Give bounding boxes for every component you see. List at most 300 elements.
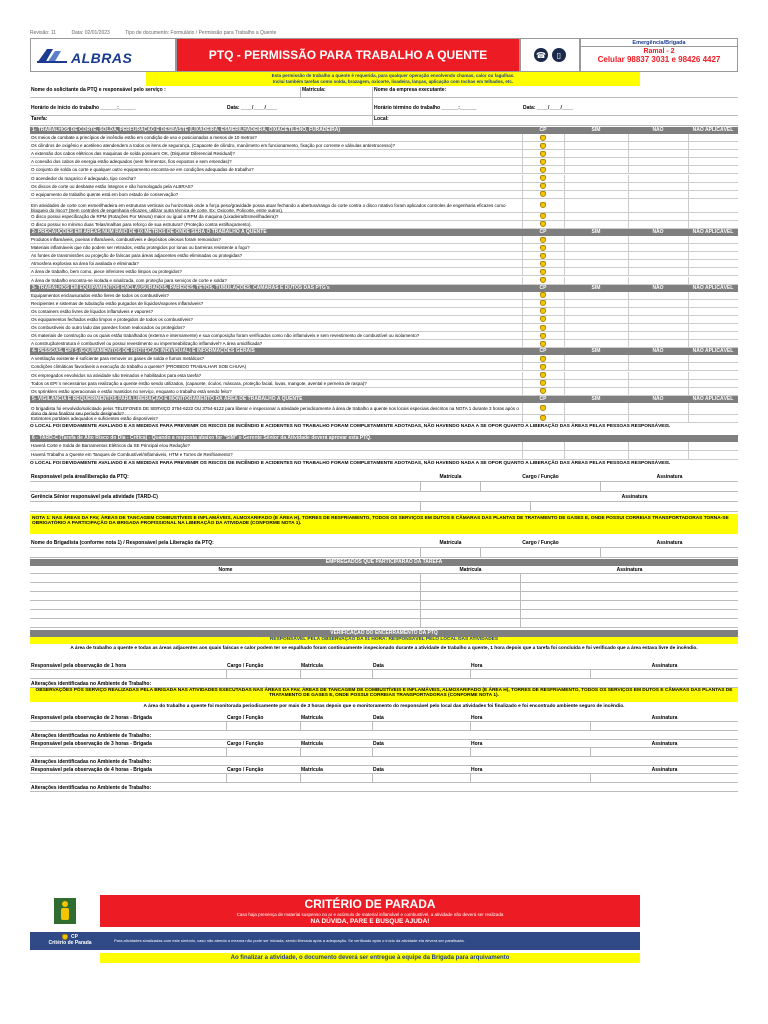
answer-no-cell[interactable] xyxy=(628,292,688,299)
grid-divider xyxy=(300,670,301,678)
answer-yes-cell[interactable] xyxy=(564,183,628,190)
section-header xyxy=(30,348,738,355)
checklist-question: Haverá Corte e Solda de Barramentos Elétricos da SE Principal e/ou Redução? xyxy=(31,443,190,449)
answer-yes-cell[interactable] xyxy=(564,260,628,267)
cp-marker xyxy=(522,158,564,165)
section-6-header xyxy=(30,435,738,442)
answer-yes-cell[interactable] xyxy=(564,363,628,370)
answer-no-cell[interactable] xyxy=(628,268,688,275)
checklist-question: Extintores portáteis adequados e suficientes estão disponíveis? xyxy=(31,415,158,421)
checklist-item xyxy=(30,213,738,221)
grid-divider xyxy=(520,619,521,627)
col-na-header: NÃO APLICÁVEL xyxy=(692,395,734,402)
grid-divider xyxy=(300,748,301,756)
col-cp-header: CP xyxy=(539,395,547,402)
cp-marker xyxy=(522,355,564,362)
answer-na-cell[interactable] xyxy=(688,158,738,165)
grid-divider xyxy=(470,670,471,678)
firefighter-row xyxy=(30,538,738,548)
answer-na-cell[interactable] xyxy=(688,221,738,228)
obs-1h-blank xyxy=(30,670,738,679)
cp-column-divider xyxy=(522,380,523,387)
answer-na-cell[interactable] xyxy=(688,292,738,299)
checklist-item xyxy=(30,442,738,451)
grid-divider xyxy=(372,670,373,678)
answer-yes-cell[interactable] xyxy=(564,340,628,347)
checklist-item xyxy=(30,166,738,174)
checklist-item xyxy=(30,175,738,183)
col-no-header: NÃO xyxy=(652,284,664,291)
obs-3h-changes: Alterações identificadas no Ambiente de Trabalho: xyxy=(31,758,152,765)
obs-1h-registration: Matrícula xyxy=(301,662,323,669)
section-header xyxy=(30,229,738,236)
cp-column-divider xyxy=(522,355,523,362)
checklist-question: Os empregados envolvidos na atividade são treinados e habilitados para esta tarefa? xyxy=(31,372,202,378)
employee-row xyxy=(30,601,738,610)
cp-marker xyxy=(522,324,564,331)
checklist-question: A conexão dos cabos de energia estão adequados (sem ferimentos, fios expostos e sem emendas)? xyxy=(31,159,232,165)
answer-no-cell[interactable] xyxy=(628,388,688,395)
col-na-header: NÃO APLICÁVEL xyxy=(692,348,734,355)
cp-column-divider xyxy=(522,277,523,284)
registration-field[interactable]: Matrícula: xyxy=(300,87,372,97)
answer-no-cell[interactable] xyxy=(628,260,688,267)
answer-no-cell[interactable] xyxy=(628,332,688,339)
end-date-field[interactable]: Data: ____/____/____ xyxy=(523,105,574,111)
section-header xyxy=(30,396,738,403)
answer-yes-cell[interactable] xyxy=(564,292,628,299)
answer-yes-cell[interactable] xyxy=(564,308,628,315)
answer-na-cell[interactable] xyxy=(688,166,738,173)
checklist-question: O disco possui no mínimo duas Telas/malhas para reforço de sua estrutura? (Proteção contra estilhaçamento). xyxy=(31,221,252,227)
checklist-question: O disco possui especificação de RPM (Rotações Por Minuto) maior ou igual o RPM da maquina (Lixadeira/Esmerilhadeira)? xyxy=(31,213,279,219)
cp-hand-icon xyxy=(540,415,546,421)
obs-3h-changes-row xyxy=(30,758,738,766)
answer-yes-cell[interactable] xyxy=(564,199,628,212)
final-instruction: Ao finalizar a atividade, o documento deverá ser entregue à equipe da Brigada para arquivamento xyxy=(100,953,640,963)
obs-2h-registration: Matrícula xyxy=(301,714,323,721)
checklist-item xyxy=(30,403,738,415)
answer-no-cell[interactable] xyxy=(628,244,688,251)
grid-divider xyxy=(520,583,521,591)
answer-na-cell[interactable] xyxy=(688,260,738,267)
doc-type: Tipo de documento: Formulário / Permissão para Trabalho a Quente xyxy=(125,30,277,36)
cp-legend-note: Para atividades sinalizadas com este símbolo, caso não atenda a mesma não pode ser iniciada, sendo liberada após a adequação. Se verificado após o início da atividade ela deverá ser paralisada. xyxy=(110,932,640,950)
checklist-item xyxy=(30,415,738,423)
cp-column-divider xyxy=(522,308,523,315)
cp-column-divider xyxy=(522,268,523,275)
answer-na-cell[interactable] xyxy=(688,388,738,395)
answer-no-cell[interactable] xyxy=(628,166,688,173)
cp-hand-icon xyxy=(540,143,546,149)
answer-yes-cell[interactable] xyxy=(564,268,628,275)
obs-4h-date: Data xyxy=(373,766,384,773)
cp-hand-icon xyxy=(540,372,546,378)
grid-divider xyxy=(590,774,591,782)
stop-criteria-text: Caso haja presença de material suspenso no ar e acúmulo de material inflamável e combustível, a atividade não deverá ser realizada xyxy=(236,912,504,917)
col-yes-header: SIM xyxy=(591,284,601,291)
answer-no-cell[interactable] xyxy=(628,252,688,259)
answer-yes-cell[interactable] xyxy=(564,236,628,243)
start-time-field[interactable]: Horário de início do trabalho ______:______ xyxy=(31,105,136,111)
col-na-header: NÃO APLICÁVEL xyxy=(692,127,734,133)
obs-1h-label: Responsável pela observação de 1 hora xyxy=(31,662,127,669)
answer-na-cell[interactable] xyxy=(688,380,738,387)
answer-yes-cell[interactable] xyxy=(564,244,628,251)
cp-column-divider xyxy=(522,260,523,267)
obs-3h-signature: Assinatura xyxy=(651,740,678,747)
answer-na-cell[interactable] xyxy=(688,183,738,190)
answer-na-cell[interactable] xyxy=(688,451,738,459)
checklist-item xyxy=(30,150,738,158)
cp-column-divider xyxy=(522,158,523,165)
answer-no-cell[interactable] xyxy=(628,451,688,459)
answer-na-cell[interactable] xyxy=(688,340,738,347)
answer-no-cell[interactable] xyxy=(628,372,688,379)
answer-yes-cell[interactable] xyxy=(564,332,628,339)
answer-yes-cell[interactable] xyxy=(564,380,628,387)
answer-na-cell[interactable] xyxy=(688,252,738,259)
checklist-question: Os meios de combate a princípios de incêndio estão em condição de uso e posicionados a menos de 10 metros? xyxy=(31,135,257,141)
checklist-item xyxy=(30,252,738,260)
end-time-field[interactable]: Horário término do trabalho ______:______ xyxy=(372,98,522,115)
closure-sub: RESPONSÁVEL PELA OBSERVAÇÃO DA 01 HORA: RESPONSÁVEL PELO LOCAL DAS ATIVIDADES xyxy=(30,637,738,644)
signoff-registration-label: Matrícula xyxy=(439,473,462,480)
cp-marker xyxy=(522,388,564,395)
albras-logo-icon xyxy=(35,47,69,65)
answer-na-cell[interactable] xyxy=(688,213,738,220)
cp-marker xyxy=(522,166,564,173)
answer-na-cell[interactable] xyxy=(688,355,738,362)
answer-yes-cell[interactable] xyxy=(564,300,628,307)
answer-na-cell[interactable] xyxy=(688,268,738,275)
answer-na-cell[interactable] xyxy=(688,372,738,379)
answer-no-cell[interactable] xyxy=(628,324,688,331)
cp-hand-icon xyxy=(540,183,546,189)
answer-no-cell[interactable] xyxy=(628,199,688,212)
checklist-item xyxy=(30,300,738,308)
cp-marker xyxy=(522,252,564,259)
employee-registration-header: Matrícula xyxy=(459,566,482,573)
cp-hand-icon xyxy=(540,135,546,141)
answer-no-cell[interactable] xyxy=(628,308,688,315)
employee-row xyxy=(30,574,738,583)
employee-columns xyxy=(30,566,738,574)
obs-4h-blank xyxy=(30,774,738,783)
obs-1h-time: Hora xyxy=(471,662,483,669)
cp-hand-icon xyxy=(540,167,546,173)
company-field[interactable]: Nome da empresa executante: xyxy=(372,87,738,97)
grid-divider xyxy=(226,670,227,678)
obs-3h-time: Hora xyxy=(471,740,483,747)
obs-2h-changes-row xyxy=(30,732,738,740)
answer-no-cell[interactable] xyxy=(628,380,688,387)
cp-column-divider xyxy=(522,183,523,190)
phone-icon: ☎ xyxy=(534,48,548,62)
checklist-item xyxy=(30,355,738,363)
answer-no-cell[interactable] xyxy=(628,150,688,157)
answer-na-cell[interactable] xyxy=(688,236,738,243)
cp-hand-icon xyxy=(540,175,546,181)
grid-divider xyxy=(590,748,591,756)
answer-na-cell[interactable] xyxy=(688,150,738,157)
answer-yes-cell[interactable] xyxy=(564,221,628,228)
grid-divider xyxy=(226,774,227,782)
answer-na-cell[interactable] xyxy=(688,332,738,339)
document-meta xyxy=(30,30,290,36)
checklist-item xyxy=(30,221,738,229)
answer-yes-cell[interactable] xyxy=(564,355,628,362)
checklist-question: Equipamentos enclausurados estão livres de todos os combustíveis? xyxy=(31,292,169,298)
grid-divider xyxy=(420,619,421,627)
answer-no-cell[interactable] xyxy=(628,355,688,362)
checklist-item xyxy=(30,199,738,213)
page-title: PTQ - PERMISSÃO PARA TRABALHO A QUENTE xyxy=(208,48,488,62)
answer-na-cell[interactable] xyxy=(688,191,738,198)
cp-hand-icon xyxy=(540,253,546,259)
answer-no-cell[interactable] xyxy=(628,191,688,198)
location-field[interactable]: Local: xyxy=(372,116,738,125)
answer-na-cell[interactable] xyxy=(688,363,738,370)
checklist-item xyxy=(30,324,738,332)
grid-divider xyxy=(420,610,421,618)
obs-4h-signature: Assinatura xyxy=(651,766,678,773)
answer-no-cell[interactable] xyxy=(628,415,688,422)
cp-hand-icon xyxy=(540,261,546,267)
checklist-question: Haverá Trabalho a Quente em Tanques de Combustível/Inflamáveis, HTM e Torres de Resfriamento? xyxy=(31,452,233,458)
cp-marker xyxy=(522,142,564,149)
answer-yes-cell[interactable] xyxy=(564,175,628,182)
answer-no-cell[interactable] xyxy=(628,158,688,165)
answer-na-cell[interactable] xyxy=(688,415,738,422)
grid-divider xyxy=(520,574,521,582)
cp-marker xyxy=(522,260,564,267)
obs-3h-role: Cargo / Função xyxy=(227,740,264,747)
answer-yes-cell[interactable] xyxy=(564,191,628,198)
meta-date: Data: 02/01/2023 xyxy=(71,30,110,36)
obs-3h-header xyxy=(30,740,738,748)
cp-column-divider xyxy=(522,363,523,370)
col-cp-header: CP xyxy=(539,229,547,235)
cp-marker xyxy=(522,134,564,141)
checklist-item xyxy=(30,292,738,300)
cp-column-divider xyxy=(522,300,523,307)
answer-yes-cell[interactable] xyxy=(564,142,628,149)
cp-column-divider xyxy=(522,142,523,149)
cp-hand-icon xyxy=(540,191,546,197)
answer-na-cell[interactable] xyxy=(688,442,738,450)
grid-divider xyxy=(470,748,471,756)
answer-yes-cell[interactable] xyxy=(564,403,628,414)
answer-yes-cell[interactable] xyxy=(564,213,628,220)
checklist-question: Produtos inflamáveis, poeiras inflamáveis, combustíveis e depósitos oleosos foram removidos? xyxy=(31,237,221,243)
answer-yes-cell[interactable] xyxy=(564,415,628,422)
answer-yes-cell[interactable] xyxy=(564,388,628,395)
requester-field[interactable]: Nome do solicitante da PTQ e responsável pelo serviço : xyxy=(31,87,166,93)
grid-divider xyxy=(420,482,421,491)
answer-na-cell[interactable] xyxy=(688,324,738,331)
intro-line-2: Inclui também tarefas como solda, brazagem, oxicorte, lixadeira, lanças, aplicação com tochas em telhados, etc. xyxy=(272,79,514,84)
answer-yes-cell[interactable] xyxy=(564,324,628,331)
cp-hand-icon xyxy=(540,325,546,331)
answer-na-cell[interactable] xyxy=(688,403,738,414)
cp-column-divider xyxy=(522,150,523,157)
section-title: 4- PESSOAS, EPI´S (EQUIPAMENTOS DE PROTEÇÃO INDIVIDUAL) E INFORMAÇÕES GERAIS xyxy=(32,348,255,355)
col-cp-header: CP xyxy=(539,127,547,133)
answer-na-cell[interactable] xyxy=(688,134,738,141)
cp-hand-icon xyxy=(540,405,546,411)
answer-no-cell[interactable] xyxy=(628,213,688,220)
cp-column-divider xyxy=(522,134,523,141)
signoff-signature-label: Assinatura xyxy=(656,473,683,480)
answer-no-cell[interactable] xyxy=(628,300,688,307)
cp-marker xyxy=(522,292,564,299)
checklist-item xyxy=(30,372,738,380)
cp-hand-icon xyxy=(540,380,546,386)
checklist-item xyxy=(30,183,738,191)
grid-divider xyxy=(300,722,301,730)
grid-divider xyxy=(520,601,521,609)
grid-divider xyxy=(590,722,591,730)
cp-hand-icon xyxy=(540,213,546,219)
checklist-question: Os materiais de construção ou os quais estão trabalhados (externa e internamente) e sua composição foram verificados como não inflamáveis e sem revestimento de combustível ou isolamento? xyxy=(31,333,420,339)
obs-3h-registration: Matrícula xyxy=(301,740,323,747)
grid-divider xyxy=(470,722,471,730)
revision: Revisão: 11 xyxy=(30,30,57,36)
answer-no-cell[interactable] xyxy=(628,221,688,228)
answer-yes-cell[interactable] xyxy=(564,158,628,165)
section-header xyxy=(30,285,738,292)
answer-yes-cell[interactable] xyxy=(564,134,628,141)
answer-yes-cell[interactable] xyxy=(564,277,628,284)
checklist-item xyxy=(30,268,738,276)
checklist-item xyxy=(30,332,738,340)
answer-yes-cell[interactable] xyxy=(564,442,628,450)
employee-signature-header: Assinatura xyxy=(616,566,643,573)
cp-hand-icon xyxy=(540,277,546,283)
checklist-item xyxy=(30,142,738,150)
answer-na-cell[interactable] xyxy=(688,244,738,251)
cp-column-divider xyxy=(522,221,523,228)
answer-no-cell[interactable] xyxy=(628,442,688,450)
cp-marker xyxy=(522,277,564,284)
checklist-item xyxy=(30,277,738,285)
checklist-question: Os sprinklers estão operacionais e estão mantidos no serviço, enquanto o trabalho está sendo feito? xyxy=(31,388,232,394)
cp-hand-icon xyxy=(540,221,546,227)
cp-hand-icon xyxy=(540,202,546,208)
cp-marker xyxy=(522,415,564,422)
cp-marker xyxy=(522,372,564,379)
obs-2h-blank xyxy=(30,722,738,731)
checklist-question: A ventilação existente é suficiente para remover os gases de solda e fumos metálicos? xyxy=(31,356,205,362)
answer-no-cell[interactable] xyxy=(628,236,688,243)
answer-yes-cell[interactable] xyxy=(564,252,628,259)
obs-1h-header xyxy=(30,662,738,670)
cp-column-divider xyxy=(522,332,523,339)
senior-manager-label: Gerência Sênior responsável pela atividade (TARD-C) xyxy=(31,493,158,500)
cp-hand-icon xyxy=(540,356,546,362)
col-yes-header: SIM xyxy=(591,127,601,133)
firefighter-label: Nome do Brigadista (conforme nota 1) / Responsável pela Liberação da PTQ: xyxy=(31,539,214,546)
obs-1h-changes-row xyxy=(30,680,738,688)
task-field[interactable]: Tarefa: xyxy=(31,116,48,122)
answer-na-cell[interactable] xyxy=(688,199,738,212)
cp-hand-icon xyxy=(540,300,546,306)
checklist-item xyxy=(30,308,738,316)
checklist-question: Em atividades de corte com esmerilhadeira em estruturas verticais ou horizontais onde a força peso/gravidade possa atuar fechando a abertura/rasgo do corte contra o disco rotativo foram aplicados controles de engenharia eficazes como bloqueio do risco? (Sem controles de engenharia eficazes, utilizar outra técnica de corte. Ex: Oxicorte, Policorte, entre outros). xyxy=(31,202,506,213)
stop-criteria-title: CRITÉRIO DE PARADA xyxy=(304,897,436,911)
section-title: 1- TRABALHOS DE CORTE, SOLDA, PERFURAÇÃO E DESBASTE (LIXADEIRA, ESMERILHADEIRA, OXIACETILENO, FURADEIRA) xyxy=(32,127,341,133)
answer-yes-cell[interactable] xyxy=(564,166,628,173)
answer-na-cell[interactable] xyxy=(688,142,738,149)
checklist-item xyxy=(30,191,738,199)
answer-yes-cell[interactable] xyxy=(564,372,628,379)
answer-yes-cell[interactable] xyxy=(564,150,628,157)
schedule-row xyxy=(30,98,738,116)
answer-na-cell[interactable] xyxy=(688,175,738,182)
answer-no-cell[interactable] xyxy=(628,183,688,190)
answer-yes-cell[interactable] xyxy=(564,316,628,323)
answer-na-cell[interactable] xyxy=(688,300,738,307)
cp-column-divider xyxy=(522,388,523,395)
cp-column-divider xyxy=(522,175,523,182)
answer-na-cell[interactable] xyxy=(688,308,738,315)
emergency-contact xyxy=(580,38,738,72)
checklist-question: O brigadista foi envolvido/solicitado pelos TELEFONES DE SERVIÇO 3754-6222 OU 3754-6122 para liberar e inspecionar a atividade periodicamente à área de trabalho a quente nos locais especiais descritos na NOTA 1 durante 3 horas após o dono da área finalizar seu período designado? xyxy=(31,405,519,416)
cp-column-divider xyxy=(522,252,523,259)
answer-no-cell[interactable] xyxy=(628,175,688,182)
grid-divider xyxy=(372,722,373,730)
cp-marker xyxy=(522,442,564,450)
answer-no-cell[interactable] xyxy=(628,134,688,141)
cp-hand-icon xyxy=(540,388,546,394)
grid-divider xyxy=(372,774,373,782)
answer-no-cell[interactable] xyxy=(628,142,688,149)
stop-hand-icon xyxy=(54,898,76,924)
cp-marker xyxy=(522,340,564,347)
cp-hand-icon xyxy=(540,292,546,298)
answer-na-cell[interactable] xyxy=(688,277,738,284)
answer-no-cell[interactable] xyxy=(628,316,688,323)
task-row xyxy=(30,116,738,126)
closure-text: A área de trabalho a quente e todas as áreas adjacentes aos quais faíscas e calor podem ter se espalhado foram continuamente inspecionado durante a atividade de trabalho a quente, 1 hora depois que a tarefa foi concluída e foi verificado que a área estava livre de incêndio. xyxy=(70,645,698,651)
start-date-field[interactable]: Data: ____/____/____ xyxy=(227,105,278,111)
grid-divider xyxy=(600,482,601,491)
cp-hand-icon xyxy=(540,269,546,275)
checklist-question: O equipamento de trabalho quente está em bom estado de conservação? xyxy=(31,191,179,197)
note-1: NOTA 1: NAS ÁREAS DA FAV, ÁREAS DE TANCAGEM COMBUSTÍVEIS E INFLAMÁVEIS, ALMOXARIFADO (E ÁREA H), TORRES DE RESFRIAMENTO, TODOS OS SERVIÇOS EM DUTOS E CÂMARAS DAS PLANTAS DE TRATAMENTO DE GASES E, ONDE POSSUI CORREIAS TRANSPORTADORAS TORNA-SE OBRIGATÓRIO A PARTICIPAÇÃO DA BRIGADA PROFISSIONAL NA LIBERAÇÃO DA ATIVIDADE (CONFORME NOTA 1). xyxy=(30,514,738,534)
cp-column-divider xyxy=(522,415,523,422)
employees-header: EMPREGADOS QUE PARTICIPARÃO DA TAREFA xyxy=(30,559,738,566)
grid-divider xyxy=(590,670,591,678)
cp-column-divider xyxy=(522,442,523,450)
answer-no-cell[interactable] xyxy=(628,403,688,414)
grid-divider xyxy=(420,574,421,582)
intro-banner xyxy=(146,72,640,86)
obs-4h-registration: Matrícula xyxy=(301,766,323,773)
answer-no-cell[interactable] xyxy=(628,277,688,284)
firefighter-blank-row xyxy=(30,548,738,558)
answer-na-cell[interactable] xyxy=(688,316,738,323)
checklist-question: Condições climáticas favoráveis a execução do trabalho a quente? (PROIBIDO TRABALHAR SOB CHUVA) xyxy=(31,364,247,370)
answer-yes-cell[interactable] xyxy=(564,451,628,459)
cp-marker xyxy=(522,332,564,339)
obs-3h-date: Data xyxy=(373,740,384,747)
answer-no-cell[interactable] xyxy=(628,340,688,347)
cp-marker xyxy=(522,451,564,459)
obs-4h-label: Responsável pela observação de 4 horas - Brigada xyxy=(31,766,152,773)
answer-no-cell[interactable] xyxy=(628,363,688,370)
